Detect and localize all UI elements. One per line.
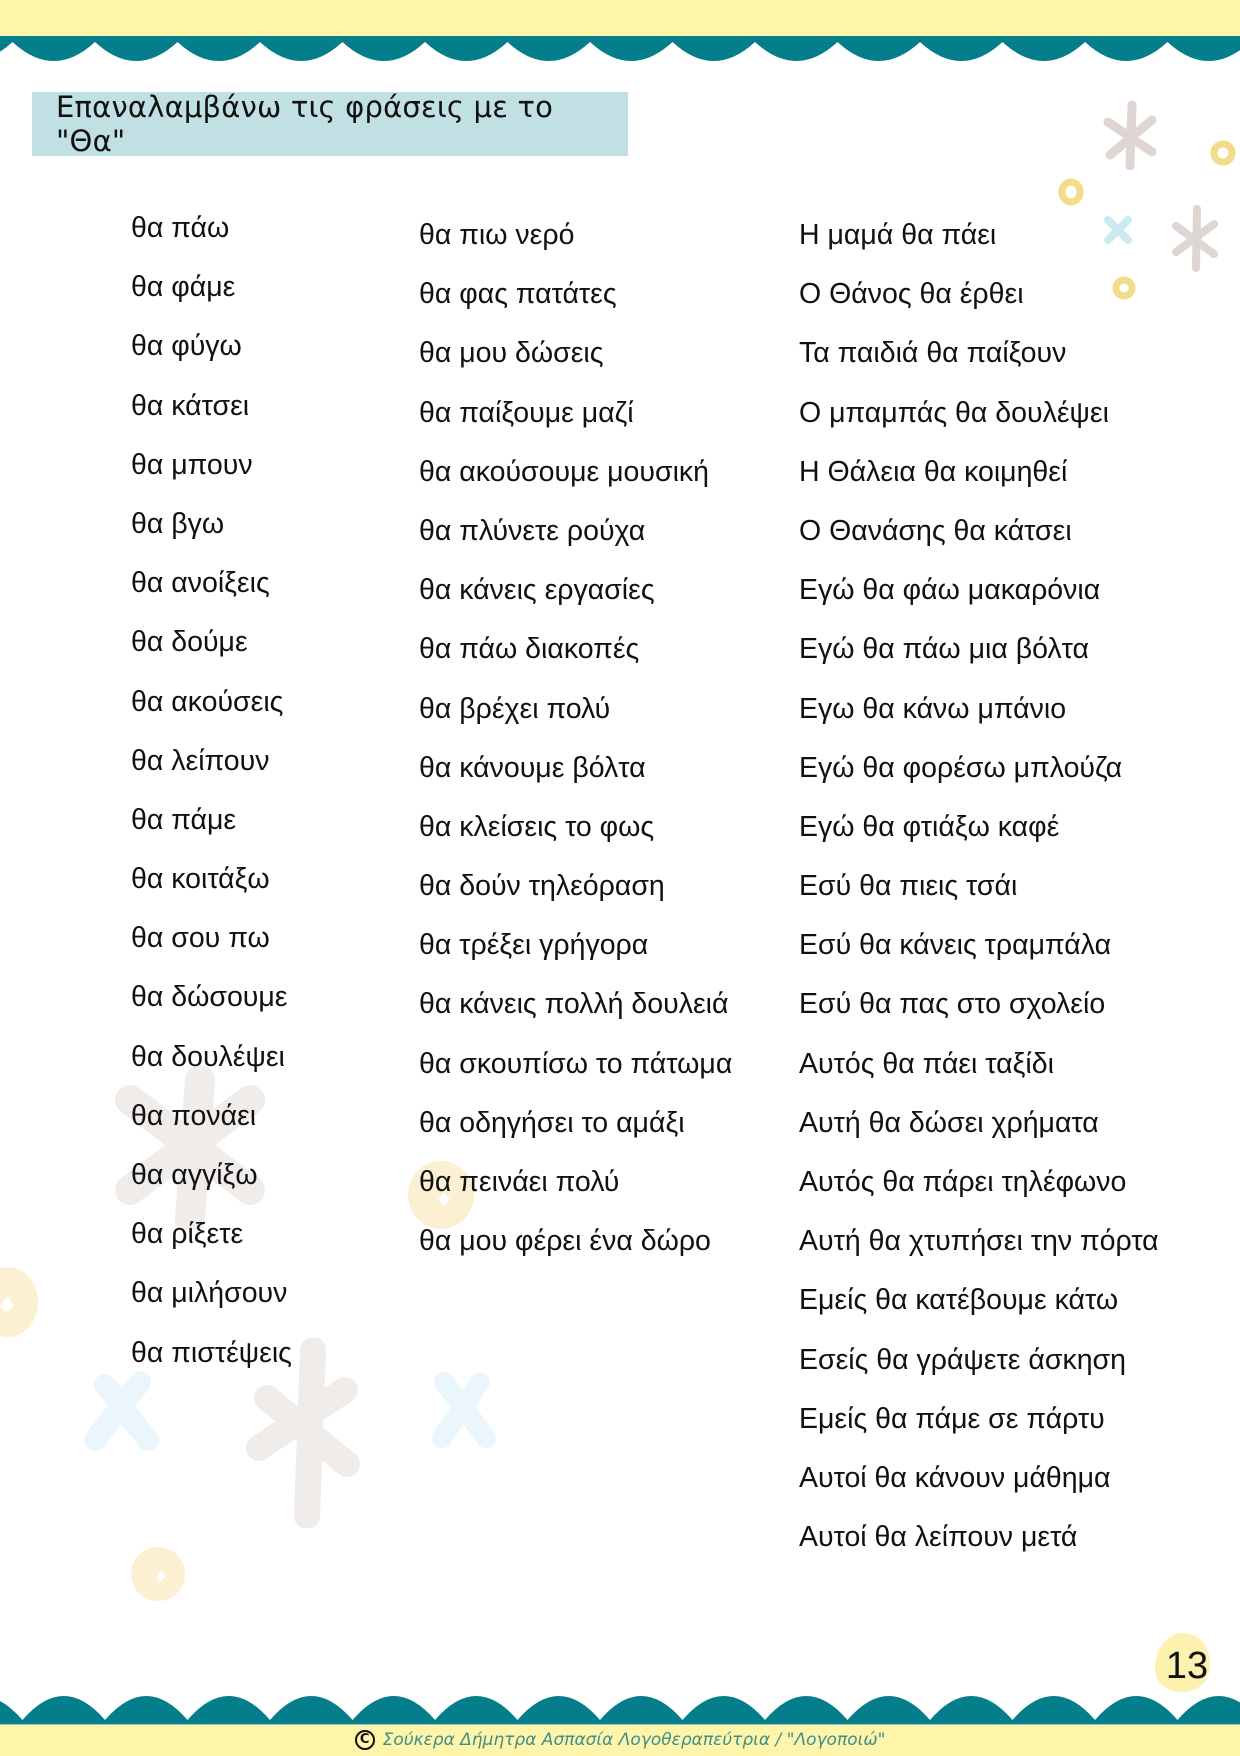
phrase-column-3 — [799, 206, 1159, 1567]
phrase: θα σου πω — [131, 922, 270, 955]
phrase: Εγώ θα φτιάξω καφέ — [799, 810, 1060, 843]
phrase: Ο μπαμπάς θα δουλέψει — [799, 396, 1109, 429]
phrase: Η Θάλεια θα κοιμηθεί — [799, 455, 1068, 488]
phrase: θα πλύνετε ρούχα — [419, 514, 646, 547]
phrase: θα πεινάει πολύ — [419, 1166, 620, 1198]
ring-decoration-icon — [130, 1546, 186, 1602]
phrase: θα πονάει — [131, 1099, 257, 1132]
phrase: θα φας πατάτες — [419, 278, 617, 311]
phrase: θα κάνεις πολλή δουλειά — [419, 988, 729, 1021]
phrase: Αυτή θα χτυπήσει την πόρτα — [799, 1225, 1159, 1258]
phrase: θα πιστέψεις — [131, 1336, 292, 1369]
phrase: θα πιω νερό — [419, 219, 575, 251]
phrase: θα οδηγήσει το αμάξι — [419, 1106, 685, 1139]
phrase: θα δούμε — [131, 626, 248, 659]
page-title: Επαναλαμβάνω τις φράσεις με το "Θα" — [56, 90, 554, 158]
phrase: θα μου φέρει ένα δώρο — [419, 1225, 711, 1258]
header-yellow-band — [0, 0, 1240, 36]
phrase: θα δούν τηλεόραση — [419, 870, 665, 903]
phrase: θα μου δώσεις — [419, 337, 604, 370]
phrase: θα σκουπίσω το πάτωμα — [419, 1047, 733, 1080]
footer-credit-text: Σούκερα Δήμητρα Ασπασία Λογοθεραπεύτρια / "Λογοποιώ" — [382, 1729, 886, 1750]
phrase: Αυτή θα δώσει χρήματα — [799, 1106, 1099, 1139]
phrase: θα δουλέψει — [131, 1040, 285, 1073]
phrase: θα μπουν — [131, 448, 253, 481]
phrase: θα βγω — [131, 507, 225, 540]
phrase: θα ακούσεις — [131, 685, 284, 718]
phrase: Ο Θάνος θα έρθει — [799, 278, 1024, 311]
phrase: Εγώ θα πάω μια βόλτα — [799, 633, 1090, 666]
phrase: θα πάω διακοπές — [419, 633, 640, 666]
cross-decoration-icon — [430, 1370, 500, 1450]
phrase: θα μιλήσουν — [131, 1277, 288, 1310]
phrase: θα πάω — [131, 212, 230, 244]
phrase: θα φάμε — [131, 271, 236, 304]
phrase: Εγω θα κάνω μπάνιο — [799, 692, 1067, 725]
copyright-icon: C — [355, 1730, 375, 1750]
phrase: θα κοιτάξω — [131, 863, 270, 896]
phrase: Εσύ θα πιεις τσάι — [799, 870, 1018, 903]
footer-credit — [0, 1724, 1240, 1755]
phrase: θα κλείσεις το φως — [419, 810, 655, 843]
asterisk-decoration-icon — [1100, 100, 1160, 170]
ring-decoration-icon — [1210, 140, 1236, 166]
phrase: θα ακούσουμε μουσική — [419, 455, 710, 488]
phrase: θα δώσουμε — [131, 981, 288, 1014]
phrase: Εσείς θα γράψετε άσκηση — [799, 1343, 1126, 1376]
phrase: θα ανοίξεις — [131, 567, 270, 600]
phrase: Εσύ θα κάνεις τραμπάλα — [799, 929, 1112, 962]
phrase: Εγώ θα φορέσω μπλούζα — [799, 751, 1123, 784]
header-scallop-border — [0, 36, 1240, 66]
phrase: θα φύγω — [131, 330, 242, 363]
phrase: θα λείπουν — [131, 744, 270, 777]
phrase: Εσύ θα πας στο σχολείο — [799, 988, 1106, 1021]
page-number: 13 — [1165, 1644, 1209, 1687]
phrase: Εμείς θα κατέβουμε κάτω — [799, 1284, 1119, 1317]
phrase: θα κάνουμε βόλτα — [419, 751, 646, 784]
page-title-box — [32, 92, 628, 156]
phrase: Τα παιδιά θα παίξουν — [799, 337, 1067, 370]
phrase-column-2 — [419, 206, 732, 1271]
phrase: θα τρέξει γρήγορα — [419, 929, 649, 962]
phrase: θα ρίξετε — [131, 1218, 244, 1251]
phrase: θα κάτσει — [131, 389, 250, 422]
footer-scallop-border — [0, 1686, 1240, 1724]
phrase: Εγώ θα φάω μακαρόνια — [799, 574, 1101, 607]
phrase: Εμείς θα πάμε σε πάρτυ — [799, 1402, 1105, 1435]
phrase: Αυτός θα πάρει τηλέφωνο — [799, 1166, 1127, 1198]
ring-decoration-icon — [1057, 177, 1085, 207]
phrase-column-1 — [131, 199, 292, 1383]
phrase: θα κάνεις εργασίες — [419, 574, 655, 607]
phrase: θα παίξουμε μαζί — [419, 396, 634, 429]
phrase: Ο Θανάσης θα κάτσει — [799, 514, 1072, 547]
phrase: θα αγγίξω — [131, 1159, 258, 1191]
phrase: Η μαμά θα πάει — [799, 219, 997, 251]
asterisk-decoration-icon — [1170, 204, 1220, 274]
phrase: Αυτοί θα κάνουν μάθημα — [799, 1461, 1111, 1494]
phrase: Αυτοί θα λείπουν μετά — [799, 1521, 1078, 1554]
phrase: θα πάμε — [131, 803, 237, 836]
phrase: Αυτός θα πάει ταξίδι — [799, 1047, 1054, 1080]
phrase: θα βρέχει πολύ — [419, 692, 611, 725]
ring-decoration-icon — [0, 1266, 40, 1338]
